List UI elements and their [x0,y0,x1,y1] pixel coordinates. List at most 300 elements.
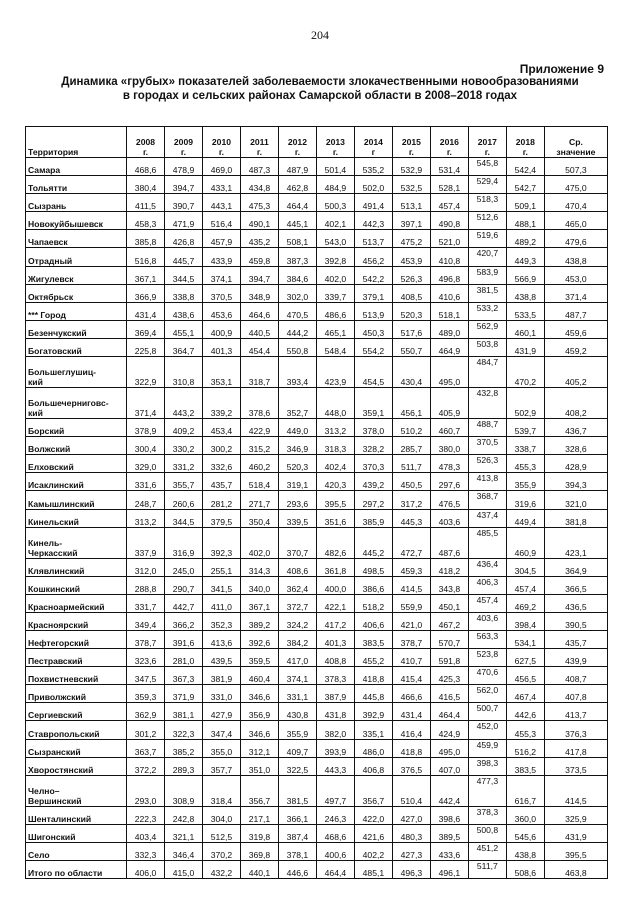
value-cell: 328,2 [354,437,392,455]
value-cell: 424,9 [430,721,468,739]
table-row [26,630,608,648]
value-cell: 406,3 [468,576,506,594]
value-cell: 339,2 [202,388,240,419]
value-cell: 332,3 [127,842,165,860]
value-cell: 471,9 [164,212,202,230]
value-cell: 370,2 [202,842,240,860]
value-cell: 374,1 [278,667,316,685]
territory-name: Октябрьск [26,284,127,302]
appendix-label: Приложение 9 [519,62,604,76]
value-cell: 387,9 [316,685,354,703]
territory-name: Жигулевск [26,266,127,284]
value-cell: 583,9 [468,266,506,284]
value-cell: 408,5 [392,284,430,302]
value-cell: 432,2 [202,861,240,879]
value-cell: 376,3 [544,721,607,739]
value-cell: 489,2 [506,230,544,248]
value-cell: 356,7 [240,775,278,806]
header-sub: г. [446,147,452,157]
table-row [26,388,608,419]
value-cell: 501,4 [316,158,354,176]
value-cell: 371,4 [544,284,607,302]
table-row [26,437,608,455]
value-cell: 439,9 [544,649,607,667]
value-cell: 339,5 [278,509,316,527]
value-cell: 380,4 [127,176,165,194]
value-cell: 438,8 [506,842,544,860]
value-cell: 532,9 [392,158,430,176]
header-col-6 [316,127,354,158]
value-cell: 392,3 [202,527,240,558]
territory-name: Большеглушиц- кий [26,357,127,388]
value-cell: 347,4 [202,721,240,739]
value-cell: 403,4 [127,824,165,842]
table-row [26,703,608,721]
value-cell: 344,5 [164,266,202,284]
value-cell: 346,6 [240,685,278,703]
value-cell: 430,8 [278,703,316,721]
value-cell: 371,9 [164,685,202,703]
value-cell: 402,4 [316,455,354,473]
value-cell: 353,1 [202,357,240,388]
value-cell: 490,8 [430,212,468,230]
value-cell: 442,4 [430,775,468,806]
value-cell: 362,4 [278,576,316,594]
territory-name: Итого по области [26,861,127,879]
value-cell: 408,8 [316,649,354,667]
value-cell: 502,0 [354,176,392,194]
value-cell: 446,6 [278,861,316,879]
value-cell: 366,5 [544,576,607,594]
value-cell: 518,1 [430,302,468,320]
table-row [26,509,608,527]
value-cell: 402,2 [354,842,392,860]
header-sub: г. [142,147,149,157]
value-cell: 329,0 [127,455,165,473]
value-cell: 439,2 [354,473,392,491]
value-cell: 378,6 [240,388,278,419]
title-line-2: в городах и сельских районах Самарской области в 2008–2018 годах [122,89,518,102]
territory-name: Кинель- Черкасский [26,527,127,558]
value-cell: 384,2 [278,630,316,648]
value-cell: 413,7 [544,703,607,721]
table-row [26,685,608,703]
value-cell: 531,4 [430,158,468,176]
table-row [26,455,608,473]
value-cell: 570,7 [430,630,468,648]
value-cell: 450,1 [430,594,468,612]
value-cell: 539,7 [506,419,544,437]
value-cell: 513,1 [392,194,430,212]
territory-name: Камышлинский [26,491,127,509]
table-row [26,527,608,558]
value-cell: 434,8 [240,176,278,194]
value-cell: 454,5 [354,357,392,388]
value-cell: 490,1 [240,212,278,230]
value-cell: 356,7 [354,775,392,806]
value-cell: 381,5 [468,284,506,302]
value-cell: 293,6 [278,491,316,509]
header-territory [26,127,127,158]
value-cell: 542,4 [506,158,544,176]
table-row [26,667,608,685]
value-cell: 378,3 [316,667,354,685]
value-cell: 453,0 [544,266,607,284]
value-cell: 391,6 [164,630,202,648]
table-row [26,338,608,356]
value-cell: 496,8 [430,266,468,284]
value-cell: 508,1 [278,230,316,248]
value-cell: 445,3 [392,509,430,527]
value-cell: 281,0 [164,649,202,667]
territory-name: Большечерниговс- кий [26,388,127,419]
table-row [26,576,608,594]
value-cell: 478,9 [164,158,202,176]
value-cell: 495,0 [430,357,468,388]
value-cell: 407,0 [430,757,468,775]
territory-name: Шигонский [26,824,127,842]
value-cell: 395,5 [544,842,607,860]
value-cell: 322,9 [127,357,165,388]
value-cell: 312,1 [240,739,278,757]
value-cell: 616,7 [506,775,544,806]
value-cell: 370,7 [278,527,316,558]
header-main: Ср. [568,137,583,147]
value-cell: 450,5 [392,473,430,491]
value-cell: 330,2 [164,437,202,455]
value-cell: 480,3 [392,824,430,842]
value-cell: 385,2 [164,739,202,757]
territory-name: Отрадный [26,248,127,266]
value-cell: 411,5 [127,194,165,212]
value-cell: 343,8 [430,576,468,594]
value-cell: 359,1 [354,388,392,419]
value-cell: 370,5 [468,437,506,455]
value-cell: 486,0 [354,739,392,757]
value-cell: 487,9 [278,158,316,176]
value-cell: 464,9 [430,338,468,356]
value-cell: 416,5 [430,685,468,703]
value-cell: 398,3 [468,757,506,775]
value-cell: 397,1 [392,212,430,230]
value-cell: 352,7 [278,388,316,419]
value-cell: 427,3 [392,842,430,860]
value-cell: 513,7 [354,230,392,248]
header-col-1 [127,127,165,158]
value-cell: 408,2 [544,388,607,419]
value-cell: 394,7 [240,266,278,284]
value-cell: 359,5 [240,649,278,667]
table-row [26,649,608,667]
value-cell: 469,0 [202,158,240,176]
value-cell: 414,5 [392,576,430,594]
territory-name: Красноармейский [26,594,127,612]
value-cell: 415,0 [164,861,202,879]
value-cell: 349,4 [127,612,165,630]
territory-name: Новокуйбышевск [26,212,127,230]
value-cell: 627,5 [506,649,544,667]
value-cell: 487,7 [544,302,607,320]
value-cell: 545,8 [468,158,506,176]
value-cell: 346,4 [164,842,202,860]
value-cell: 445,7 [164,248,202,266]
value-cell: 304,0 [202,806,240,824]
table-row [26,419,608,437]
value-cell: 443,1 [202,194,240,212]
value-cell: 368,7 [468,491,506,509]
value-cell: 509,1 [506,194,544,212]
value-cell: 410,6 [430,284,468,302]
value-cell: 288,8 [127,576,165,594]
value-cell: 459,2 [544,338,607,356]
value-cell: 378,1 [278,842,316,860]
value-cell: 422,9 [240,419,278,437]
value-cell: 459,8 [240,248,278,266]
value-cell: 260,6 [164,491,202,509]
value-cell: 290,7 [164,576,202,594]
value-cell: 508,6 [506,861,544,879]
value-cell: 439,5 [202,649,240,667]
territory-name: Похвистневский [26,667,127,685]
value-cell: 392,9 [354,703,392,721]
header-sub: г. [332,147,338,157]
value-cell: 401,3 [202,338,240,356]
value-cell: 452,0 [468,721,506,739]
value-cell: 387,4 [278,824,316,842]
value-cell: 381,1 [164,703,202,721]
value-cell: 422,0 [354,806,392,824]
value-cell: 487,3 [240,158,278,176]
territory-name: Кошкинский [26,576,127,594]
territory-name: Клявлинский [26,558,127,576]
value-cell: 314,3 [240,558,278,576]
value-cell: 357,7 [202,757,240,775]
value-cell: 351,6 [316,509,354,527]
value-cell: 300,2 [202,437,240,455]
value-cell: 346,9 [278,437,316,455]
value-cell: 512,5 [202,824,240,842]
value-cell: 510,2 [392,419,430,437]
value-cell: 489,0 [430,320,468,338]
value-cell: 422,1 [316,594,354,612]
value-cell: 328,6 [544,437,607,455]
value-cell: 532,5 [392,176,430,194]
value-cell: 321,1 [164,824,202,842]
value-cell: 518,4 [240,473,278,491]
value-cell: 222,3 [127,806,165,824]
value-cell: 425,3 [430,667,468,685]
value-cell: 428,9 [544,455,607,473]
value-cell: 398,4 [506,612,544,630]
value-cell: 359,3 [127,685,165,703]
table-body [26,158,608,879]
value-cell: 459,9 [468,739,506,757]
value-cell: 348,9 [240,284,278,302]
value-cell: 463,8 [544,861,607,879]
value-cell: 421,6 [354,824,392,842]
value-cell: 331,7 [127,594,165,612]
value-cell: 488,1 [506,212,544,230]
value-cell: 528,1 [430,176,468,194]
value-cell: 398,6 [430,806,468,824]
value-cell: 367,1 [240,594,278,612]
value-cell: 526,3 [392,266,430,284]
value-cell: 542,7 [506,176,544,194]
value-cell: 460,1 [506,320,544,338]
value-cell: 449,4 [506,509,544,527]
value-cell: 405,2 [544,357,607,388]
header-col-2 [164,127,202,158]
value-cell: 470,2 [506,357,544,388]
value-cell: 420,3 [316,473,354,491]
territory-name: Пестравский [26,649,127,667]
value-cell: 363,7 [127,739,165,757]
header-main: 2014 [363,137,383,147]
value-cell: 562,9 [468,320,506,338]
value-cell: 400,9 [202,320,240,338]
value-cell: 445,2 [354,527,392,558]
value-cell: 332,6 [202,455,240,473]
header-col-12 [544,127,607,158]
value-cell: 308,9 [164,775,202,806]
value-cell: 408,7 [544,667,607,685]
value-cell: 496,1 [430,861,468,879]
territory-name: Тольятти [26,176,127,194]
value-cell: 516,8 [127,248,165,266]
value-cell: 482,6 [316,527,354,558]
value-cell: 518,2 [354,594,392,612]
header-main: Территория [28,147,79,157]
value-cell: 435,2 [240,230,278,248]
value-cell: 488,7 [468,419,506,437]
header-sub: г. [256,147,262,157]
value-cell: 516,2 [506,739,544,757]
territory-name: Хворостянский [26,757,127,775]
value-cell: 591,8 [430,649,468,667]
value-cell: 468,6 [316,824,354,842]
value-cell: 381,9 [202,667,240,685]
value-cell: 401,3 [316,630,354,648]
header-sub: г. [218,147,225,157]
value-cell: 475,0 [544,176,607,194]
header-sub: г. [522,147,528,157]
value-cell: 455,3 [506,721,544,739]
table-row [26,861,608,879]
value-cell: 535,2 [354,158,392,176]
value-cell: 360,0 [506,806,544,824]
value-cell: 545,6 [506,824,544,842]
value-cell: 418,8 [354,667,392,685]
table-row [26,824,608,842]
value-cell: 380,0 [430,437,468,455]
value-cell: 381,8 [544,509,607,527]
value-cell: 466,6 [392,685,430,703]
value-cell: 460,2 [240,455,278,473]
value-cell: 378,9 [127,419,165,437]
value-cell: 465,1 [316,320,354,338]
header-col-3 [202,127,240,158]
value-cell: 566,9 [506,266,544,284]
table-row [26,491,608,509]
value-cell: 372,7 [278,594,316,612]
value-cell: 414,5 [544,775,607,806]
value-cell: 337,9 [127,527,165,558]
value-cell: 366,1 [278,806,316,824]
value-cell: 366,2 [164,612,202,630]
value-cell: 550,8 [278,338,316,356]
table-row [26,320,608,338]
value-cell: 347,5 [127,667,165,685]
value-cell: 423,1 [544,527,607,558]
value-cell: 498,5 [354,558,392,576]
value-cell: 445,1 [278,212,316,230]
value-cell: 475,3 [240,194,278,212]
value-cell: 437,4 [468,509,506,527]
value-cell: 338,7 [506,437,544,455]
value-cell: 431,9 [544,824,607,842]
table-row [26,757,608,775]
value-cell: 317,2 [392,491,430,509]
value-cell: 406,8 [354,757,392,775]
value-cell: 435,7 [544,630,607,648]
value-cell: 459,6 [544,320,607,338]
value-cell: 302,0 [278,284,316,302]
value-cell: 456,2 [354,248,392,266]
header-main: 2018 [515,137,535,147]
value-cell: 479,6 [544,230,607,248]
value-cell: 331,6 [127,473,165,491]
value-cell: 355,9 [278,721,316,739]
value-cell: 373,5 [544,757,607,775]
table-row [26,739,608,757]
value-cell: 495,0 [430,739,468,757]
table-row [26,158,608,176]
value-cell: 478,3 [430,455,468,473]
value-cell: 467,4 [506,685,544,703]
value-cell: 355,7 [164,473,202,491]
value-cell: 344,5 [164,509,202,527]
value-cell: 372,2 [127,757,165,775]
value-cell: 361,8 [316,558,354,576]
value-cell: 484,9 [316,176,354,194]
value-cell: 410,8 [430,248,468,266]
value-cell: 293,0 [127,775,165,806]
value-cell: 470,4 [544,194,607,212]
table-row [26,775,608,806]
value-cell: 402,1 [316,212,354,230]
table-header-row [26,127,608,158]
header-sub: г [371,147,376,157]
value-cell: 285,7 [392,437,430,455]
page-number: 204 [311,28,329,42]
value-cell: 362,9 [127,703,165,721]
value-cell: 319,1 [278,473,316,491]
value-cell: 464,4 [430,703,468,721]
value-cell: 402,0 [240,527,278,558]
header-main: 2015 [401,137,421,147]
value-cell: 318,7 [240,357,278,388]
territory-name: Сызранский [26,739,127,757]
value-cell: 376,5 [392,757,430,775]
value-cell: 338,8 [164,284,202,302]
table-row [26,248,608,266]
value-cell: 322,3 [164,721,202,739]
header-col-4 [240,127,278,158]
value-cell: 367,3 [164,667,202,685]
value-cell: 438,8 [506,284,544,302]
value-cell: 389,5 [430,824,468,842]
territory-name: Чапаевск [26,230,127,248]
